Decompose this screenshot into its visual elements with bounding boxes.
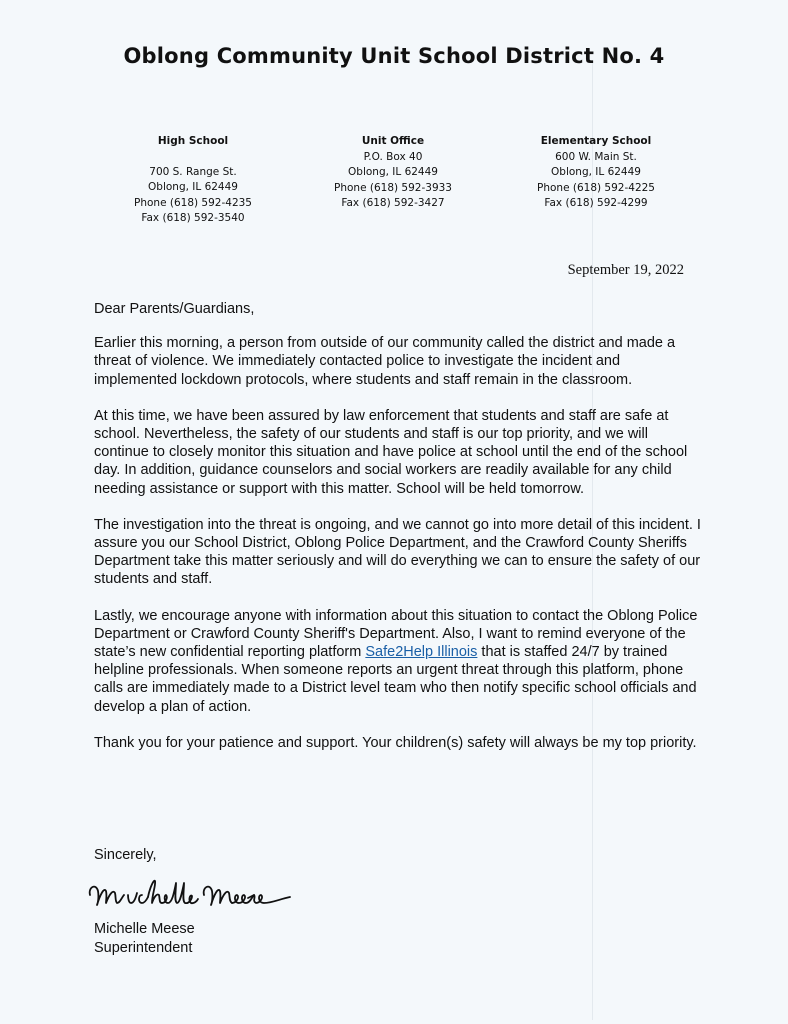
office-high-school bbox=[93, 134, 293, 227]
office-name: Elementary School bbox=[540, 135, 652, 147]
paragraph-4 bbox=[94, 607, 704, 716]
paragraph-4-text-after: that is staffed 24/7 by trained helpline professionals. When someone reports an urgent threat through this platform, phone calls are immediately made to a District level team who then notify specific school officials and develop a plan of action. bbox=[94, 644, 697, 715]
office-address: 600 W. Main St. bbox=[555, 150, 637, 163]
signer-title: Superintendent bbox=[94, 939, 193, 956]
office-phone: Phone (618) 592-4225 bbox=[537, 181, 655, 194]
office-fax: Fax (618) 592-4299 bbox=[544, 197, 648, 209]
office-fax: Fax (618) 592-3540 bbox=[141, 212, 245, 224]
letter-body bbox=[94, 300, 704, 770]
handwritten-signature bbox=[84, 873, 324, 918]
office-elementary-school bbox=[496, 134, 696, 212]
paragraph-1: Earlier this morning, a person from outside of our community called the district and made a threat of violence. We immediately contacted police to investigate the incident and implemented lockdown protocols, where students and staff remain in the classroom. bbox=[94, 335, 676, 388]
office-city: Oblong, IL 62449 bbox=[551, 166, 641, 178]
safe2help-link[interactable]: Safe2Help Illinois bbox=[365, 644, 478, 661]
letter-date: September 19, 2022 bbox=[567, 262, 684, 278]
closing: Sincerely, bbox=[94, 847, 157, 863]
office-city: Oblong, IL 62449 bbox=[348, 166, 438, 178]
signer-name: Michelle Meese bbox=[94, 921, 195, 937]
office-fax: Fax (618) 592-3427 bbox=[341, 197, 445, 209]
office-city: Oblong, IL 62449 bbox=[148, 181, 238, 193]
office-address: 700 S. Range St. bbox=[149, 165, 237, 178]
paragraph-5: Thank you for your patience and support. Your children(s) safety will always be my top priority. bbox=[94, 734, 697, 751]
signer-block bbox=[94, 920, 195, 957]
salutation: Dear Parents/Guardians, bbox=[94, 301, 255, 317]
office-name: Unit Office bbox=[361, 135, 425, 147]
office-unit-office bbox=[293, 134, 493, 212]
paragraph-3: The investigation into the threat is ongoing, and we cannot go into more detail of this incident. I assure you our School District, Oblong Police Department, and the Crawford County Sheriffs Department take this matter seriously and will do everything we can to ensure the safety of our students and staff. bbox=[94, 516, 701, 588]
office-phone: Phone (618) 592-3933 bbox=[334, 181, 452, 194]
office-phone: Phone (618) 592-4235 bbox=[134, 196, 252, 209]
office-address: P.O. Box 40 bbox=[363, 150, 423, 163]
office-name: High School bbox=[157, 135, 229, 147]
district-title: Oblong Community Unit School District No. 4 bbox=[123, 44, 665, 68]
paragraph-4-text-before: Lastly, we encourage anyone with information about this situation to contact the Oblong Police Department or Crawford County Sheriff's Department. Also, I want to remind everyone of the state’s new confidential reporting platform bbox=[94, 607, 698, 661]
paragraph-2: At this time, we have been assured by law enforcement that students and staff are safe at school. Nevertheless, the safety of our students and staff is our top priority, and we will continue to closely monitor this situation and have police at school until the end of the school day. In addition, guidance counselors and social workers are readily available for any child needing assistance or support with this matter. School will be held tomorrow. bbox=[94, 407, 688, 497]
